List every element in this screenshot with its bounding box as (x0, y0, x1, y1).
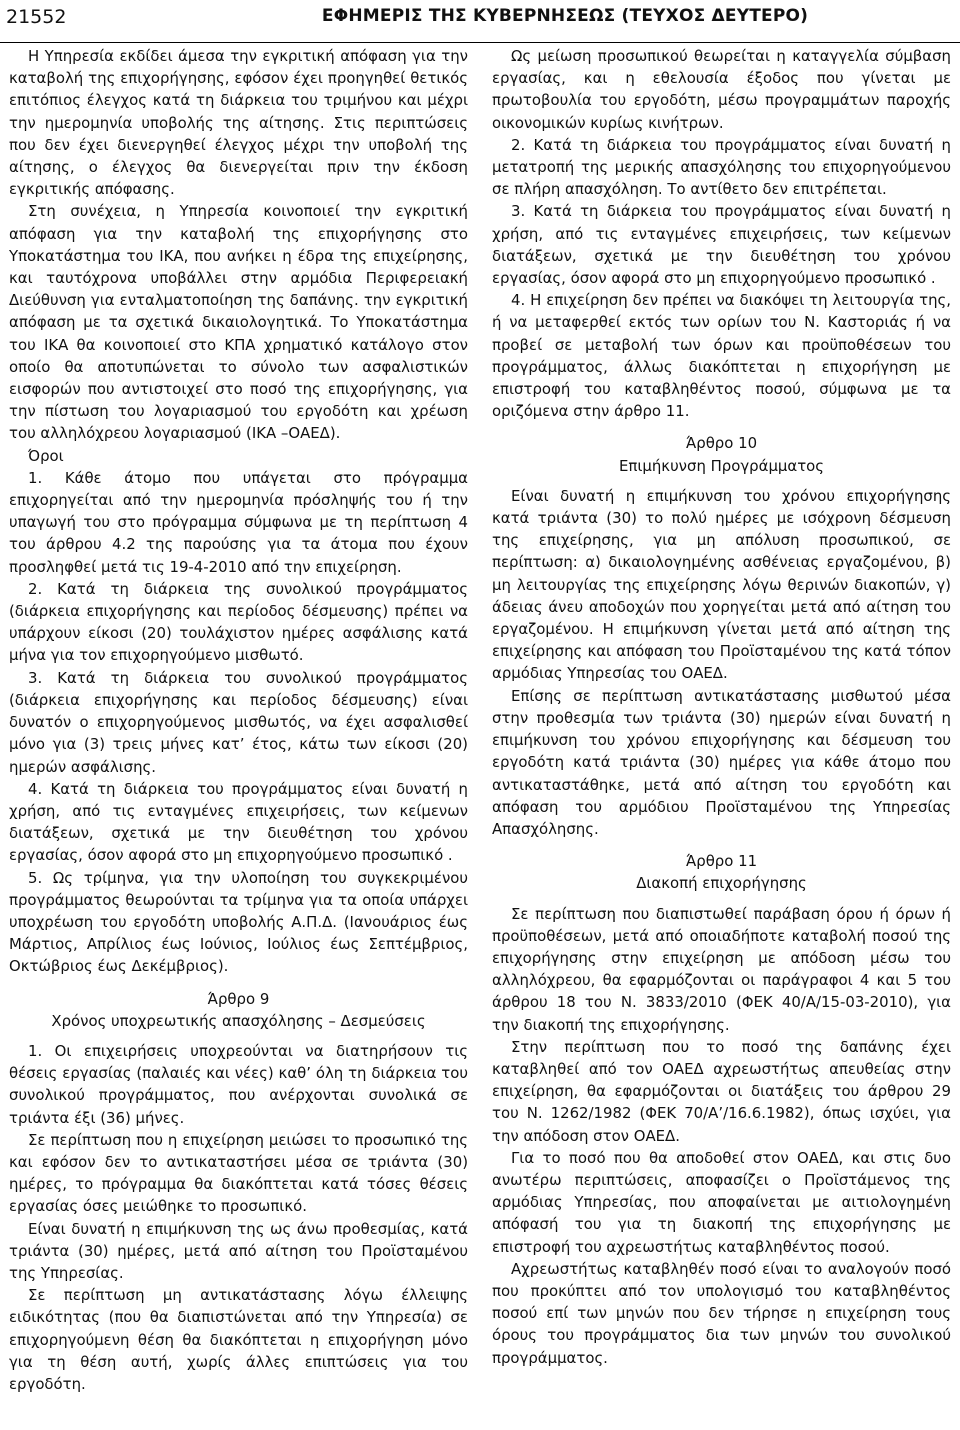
article-9-title: Χρόνος υποχρεωτικής απασχόλησης – Δεσμεύσεις (51, 1011, 426, 1030)
journal-title: ΕΦΗΜΕΡΙΣ ΤΗΣ ΚΥΒΕΡΝΗΣΕΩΣ (ΤΕΥΧΟΣ ΔΕΥΤΕΡΟ) (321, 6, 809, 26)
page-header (0, 0, 960, 43)
paragraph: Η Υπηρεσία εκδίδει άμεσα την εγκριτική απόφαση για την καταβολή της επιχορήγησης, εφόσον έχει προηγηθεί θετικός επιτόπιος έλεγχος κατά τη διάρκεια του τριμήνου και μέχρι την ημερομηνία υποβολής της αίτησης. Στις περιπτώσεις που δεν έχει διενεργηθεί έλεγχος μέχρι την υποβολή της αίτησης, ο έλεγχος θα διενεργείται πριν την έκδοση εγκριτικής απόφασης. (9, 47, 468, 199)
article-10-number: Άρθρο 10 (685, 434, 758, 453)
paragraph: 3. Κατά τη διάρκεια του προγράμματος είναι δυνατή η χρήση, από τις ενταγμένες επιχειρήσεις, των κείμενων διατάξεων, σχετικά με την διευθέτηση του χρόνου εργασίας, όσον αφορά στο μη επιχορηγούμενο προσωπικό . (492, 202, 951, 288)
condition-item: 5. Ως τρίμηνα, για την υλοποίηση του συγκεκριμένου προγράμματος θεωρούνται τα τρίμηνα για τα οποία υπάρχει υποχρέωση του εργοδότη υποβολής Α.Π.Δ. (Ιανουάριος έως Μάρτιος, Απρίλιος έως Ιούνιος, Ιούλιος έως Σεπτέμβριος, Οκτώβριος έως Δεκέμβριος). (9, 868, 468, 976)
conditions-heading: Όροι (28, 446, 64, 465)
paragraph: 1. Οι επιχειρήσεις υποχρεούνται να διατηρήσουν τις θέσεις εργασίας (παλαιές και νέες) καθ’ όλη τη διάρκεια του συνολικού προγράμματος, που ανέρχονται συνολικά σε τριάντα έξι (36) μήνες. (9, 1041, 468, 1127)
paragraph: Στην περίπτωση που το ποσό της δαπάνης έχει καταβληθεί από τον ΟΑΕΔ αχρεωστήτως απευθείας στην επιχείρηση, θα εφαρμόζονται οι διατάξεις του άρθρου 29 του Ν. 1262/1982 (ΦΕΚ 70/Α’/16.6.1982), όπως ισχύει, για την απόδοση στον ΟΑΕΔ. (492, 1037, 951, 1145)
article-9-number: Άρθρο 9 (207, 989, 270, 1008)
paragraph: 4. Η επιχείρηση δεν πρέπει να διακόψει τη λειτουργία της, ή να μεταφερθεί εκτός των ορίων του Ν. Καστοριάς ή να προβεί σε μεταβολή των όρων και προϋποθέσεων του προγράμματος, άλλως διακόπτεται η επιχορήγηση με επιστροφή του καταβληθέντος ποσού, σύμφωνα με τα οριζόμενα στην άρθρο 11. (492, 291, 951, 421)
paragraph: Σε περίπτωση μη αντικατάστασης λόγω έλλειψης ειδικότητας (που θα διαπιστώνεται από την Υπηρεσία) σε επιχορηγούμενη θέση θα διακόπτεται η επιχορήγηση μόνο για τη θέση αυτή, χωρίς άλλες επιπτώσεις για του εργοδότη. (9, 1286, 468, 1393)
paragraph: Για το ποσό που θα αποδοθεί στον ΟΑΕΔ, και στις δυο ανωτέρω περιπτώσεις, αποφασίζει ο Προϊστάμενος της αρμόδιας Υπηρεσίας, που αποφαίνεται με αιτιολογημένη απόφασή του για τη διακοπή της επιχορήγησης με επιστροφή του αχρεωστήτως καταβληθέντος ποσού. (492, 1148, 951, 1256)
paragraph: Σε περίπτωση που η επιχείρηση μειώσει το προσωπικό της και εφόσον δεν το αντικαταστήσει μέσα σε τριάντα (30) ημέρες, το πρόγραμμα θα διακόπτεται κατά τόσες θέσεις εργασίας όσες μειώθηκε το προσωπικό. (9, 1130, 468, 1216)
condition-item: 1. Κάθε άτομο που υπάγεται στο πρόγραμμα επιχορηγείται από την ημερομηνία πρόσληψής του ή την υπαγωγή του στο πρόγραμμα σύμφωνα με τη περίπτωση 4 του άρθρου 4.2 της παρούσης για τα άτομα που έχουν προσληφθεί μετά τις 19-4-2010 από την επιχείρηση. (9, 468, 468, 576)
paragraph: Στη συνέχεια, η Υπηρεσία κοινοποιεί την εγκριτική απόφαση για την καταβολή της επιχορήγησης στο Υποκατάστημα του ΙΚΑ, που ανήκει η έδρα της επιχείρησης, και ταυτόχρονα υποβάλλει στην αρμόδια Περιφερειακή Διεύθυνση για ενταλματοποίηση της δαπάνης. την εγκριτική απόφαση με τα σχετικά δικαιολογητικά. Το Υποκατάστημα του ΙΚΑ θα κοινοποιεί στο ΚΠΑ χρηματικό κατάλογο στον οποίο θα αποτυπώνεται το σύνολο των ασφαλιστικών εισφορών που αντιστοιχεί στο ποσό της επιχορήγησης, για την πίστωση του λογαριασμού του εργοδότη και χρέωση του αλληλόχρεου λογαριασμού (ΙΚΑ –ΟΑΕΔ). (9, 202, 468, 443)
article-11-number: Άρθρο 11 (685, 852, 758, 871)
condition-item: 3. Κατά τη διάρκεια του συνολικού προγράμματος (διάρκεια επιχορήγησης και περίοδος δέσμευσης) είναι δυνατόν ο επιχορηγούμενος μισθωτός, να έχει ασφαλισθεί μόνο για (3) τρεις μήνες κατ’ έτος, κάτω των είκοσι (20) ημερών ασφάλισης. (9, 668, 468, 776)
page-number: 21552 (6, 6, 67, 28)
condition-item: 4. Κατά τη διάρκεια του προγράμματος είναι δυνατή η χρήση, από τις ενταγμένες επιχειρήσεις, των κείμενων διατάξεων, σχετικά με την διευθέτηση του χρόνου εργασίας, όσον αφορά στο μη επιχορηγούμενο προσωπικό . (9, 779, 468, 865)
paragraph: 2. Κατά τη διάρκεια του προγράμματος είναι δυνατή η μετατροπή της μερικής απασχόλησης του επιχορηγούμενου σε πλήρη απασχόληση. Το αντίθετο δεν επιτρέπεται. (492, 135, 951, 199)
paragraph: Σε περίπτωση που διαπιστωθεί παράβαση όρου ή όρων ή προϋποθέσεων, μετά από οποιαδήποτε καταβολή ποσού της επιχορήγησης στην επιχείρηση με απόδοση μέσω του αλληλόχρεου, θα εφαρμόζονται οι παράγραφοι 4 και 5 του άρθρου 18 του Ν. 3833/2010 (ΦΕΚ 40/Α/15-03-2010), για την διακοπή της επιχορήγησης. (492, 904, 951, 1034)
paragraph: Είναι δυνατή η επιμήκυνση της ως άνω προθεσμίας, κατά τριάντα (30) ημέρες, μετά από αίτηση του Προϊσταμένου της Υπηρεσίας. (9, 1219, 468, 1282)
paragraph: Ως μείωση προσωπικού θεωρείται η καταγγελία σύμβαση εργασίας, και η εθελουσία έξοδος που γίνεται με πρωτοβουλία του εργοδότη, μέσω προγραμμάτων παροχής οικονομικών κυρίως κινήτρων. (492, 47, 951, 132)
paragraph: Είναι δυνατή η επιμήκυνση του χρόνου επιχορήγησης κατά τριάντα (30) το πολύ ημέρες με ισόχρονη δέσμευση της επιχείρησης, για μη απόλυση προσωπικού, σε περίπτωση: α) δικαιολογημένης ασθένειας εργαζομένου, β) μη λειτουργίας της επιχείρησης λόγω θερινών διακοπών, γ) άδειας άνευ αποδοχών που χορηγείται μετά από αίτηση του εργαζομένου. Η επιμήκυνση γίνεται μετά από αίτηση της επιχείρησης και απόφαση του Προϊσταμένου της κατά τόπον αρμόδιας Υπηρεσίας του ΟΑΕΔ. (492, 486, 951, 683)
article-11-title: Διακοπή επιχορήγησης (636, 874, 807, 893)
article-10-title: Επιμήκυνση Προγράμματος (618, 456, 825, 475)
condition-item: 2. Κατά τη διάρκεια της συνολικού προγράμματος (διάρκεια επιχορήγησης και περίοδος δέσμευσης) πρέπει να υπάρχουν είκοσι (20) τουλάχιστον ημέρες ασφάλισης κατά μήνα για τον επιχορηγούμενο μισθωτό. (9, 579, 468, 665)
right-column (492, 45, 951, 1369)
paragraph: Αχρεωστήτως καταβληθέν ποσό είναι το αναλογούν ποσό που προκύπτει από τον υπολογισμό του καταβληθέντος ποσού επί των μηνών που δεν τήρησε η επιχείρηση τους όρους του προγράμματος δια των μηνών του συνολικού προγράμματος. (492, 1259, 951, 1367)
paragraph: Επίσης σε περίπτωση αντικατάστασης μισθωτού μέσα στην προθεσμία των τριάντα (30) ημερών είναι δυνατή η επιμήκυνση του χρόνου επιχορήγησης και δέσμευση του εργοδότη κατά τριάντα (30) ημέρες για κάθε άτομο που αντικαταστάθηκε, μετά από αίτηση του εργοδότη και απόφαση του αρμόδιου Προϊσταμένου της Υπηρεσίας Απασχόλησης. (492, 686, 951, 838)
left-column (9, 45, 468, 1395)
